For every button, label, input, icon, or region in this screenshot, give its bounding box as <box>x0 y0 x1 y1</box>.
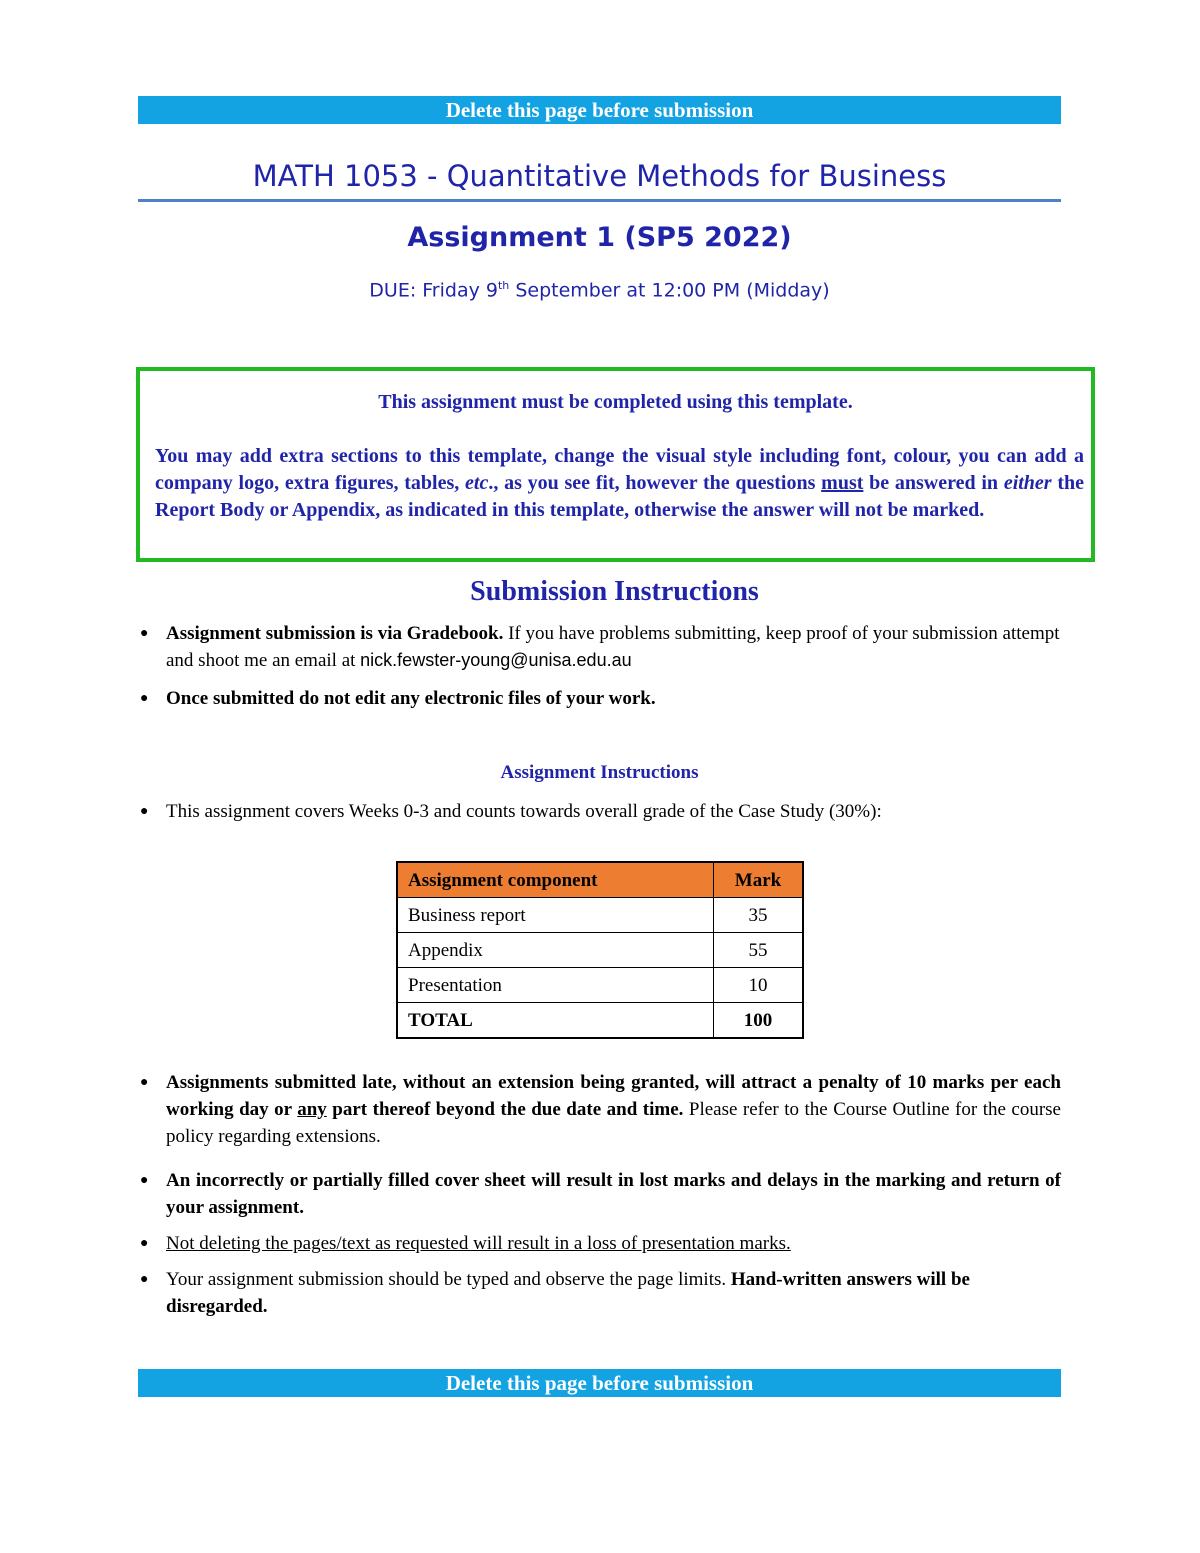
total-value: 100 <box>714 1003 804 1039</box>
table-row <box>397 933 803 968</box>
notice-d: the Report Body or Appendix, as indicated in this template, otherwise the answer will not be marked. <box>155 472 1085 521</box>
typed-item <box>166 1266 1061 1320</box>
template-notice-box <box>136 367 1095 562</box>
notice-line1: This assignment must be completed using this template. <box>378 391 853 413</box>
banner-text: Delete this page before submission <box>445 98 754 122</box>
submission-item-gradebook <box>166 620 1061 674</box>
cover-sheet-text: An incorrectly or partially filled cover sheet will result in lost marks and delays in the marking and return of your assignment. <box>166 1170 1061 1218</box>
submission-heading: Submission Instructions <box>470 576 759 607</box>
row-mark: 55 <box>714 933 804 968</box>
bullet-icon: ● <box>140 1236 149 1251</box>
gradebook-rest: If you have problems submitting, keep proof of your submission attempt and shoot me an email at <box>166 623 1060 671</box>
notice-a: You may add extra sections to this template, change the visual style including font, colour, you can add a company logo, extra figures, tables, <box>155 445 1084 494</box>
row-component: Presentation <box>397 968 714 1003</box>
bullet-icon: ● <box>140 691 149 706</box>
notice-b: ., as you see fit, however the questions <box>488 472 822 494</box>
notice-either: either <box>1003 472 1052 494</box>
total-label: TOTAL <box>397 1003 714 1039</box>
notice-must: must <box>821 472 864 494</box>
delete-banner-bottom <box>138 1369 1061 1397</box>
table-row <box>397 898 803 933</box>
late-bold-b: part thereof beyond the due date and time. <box>326 1099 684 1120</box>
bullet-icon: ● <box>140 1272 149 1287</box>
email-link[interactable]: nick.fewster-young@unisa.edu.au <box>360 650 632 670</box>
assignment-intro: This assignment covers Weeks 0-3 and counts towards overall grade of the Case Study (30%): <box>166 801 882 822</box>
bullet-icon: ● <box>140 804 149 819</box>
late-any: any <box>297 1099 327 1120</box>
row-mark: 10 <box>714 968 804 1003</box>
due-prefix: DUE: Friday 9 <box>369 279 498 302</box>
typed-rest: Your assignment submission should be typed and observe the page limits. <box>166 1269 731 1290</box>
due-date <box>138 272 1061 304</box>
title-divider <box>138 199 1061 202</box>
course-title: MATH 1053 - Quantitative Methods for Business <box>252 159 947 193</box>
typed-bold: Hand-written answers will be disregarded. <box>166 1269 970 1317</box>
due-suffix: September at 12:00 PM (Midday) <box>509 279 830 302</box>
bullet-icon: ● <box>140 1075 149 1090</box>
gradebook-bold: Assignment submission is via Gradebook. <box>166 623 504 644</box>
header-component: Assignment component <box>397 862 714 898</box>
header-mark: Mark <box>714 862 804 898</box>
assignment-instructions-heading: Assignment Instructions <box>500 762 699 783</box>
bullet-icon: ● <box>140 1173 149 1188</box>
due-sup: th <box>497 279 510 292</box>
row-component: Business report <box>397 898 714 933</box>
late-rest: Please refer to the Course Outline for the course policy regarding extensions. <box>166 1099 1061 1147</box>
submission-item-no-edit <box>166 685 1061 712</box>
not-deleting-item <box>166 1230 1061 1257</box>
notice-c: be answered in <box>863 472 1004 494</box>
table-total-row <box>397 1003 803 1039</box>
late-penalty-item <box>166 1069 1061 1150</box>
row-component: Appendix <box>397 933 714 968</box>
bullet-icon: ● <box>140 626 149 641</box>
no-edit-bold: Once submitted do not edit any electronic files of your work. <box>166 688 656 709</box>
notice-paragraph <box>155 443 1084 524</box>
late-bold-a: Assignments submitted late, without an extension being granted, will attract a penalty of 10 marks per each working day or <box>166 1072 1061 1120</box>
table-row <box>397 968 803 1003</box>
banner-text: Delete this page before submission <box>445 1371 754 1395</box>
table-header-row <box>397 862 803 898</box>
notice-etc: etc <box>465 472 489 494</box>
cover-sheet-item <box>166 1167 1061 1221</box>
marks-table <box>396 861 804 1039</box>
delete-banner-top <box>138 96 1061 124</box>
not-deleting-text: Not deleting the pages/text as requested will result in a loss of presentation marks. <box>166 1233 791 1254</box>
assignment-title: Assignment 1 (SP5 2022) <box>407 222 792 253</box>
row-mark: 35 <box>714 898 804 933</box>
